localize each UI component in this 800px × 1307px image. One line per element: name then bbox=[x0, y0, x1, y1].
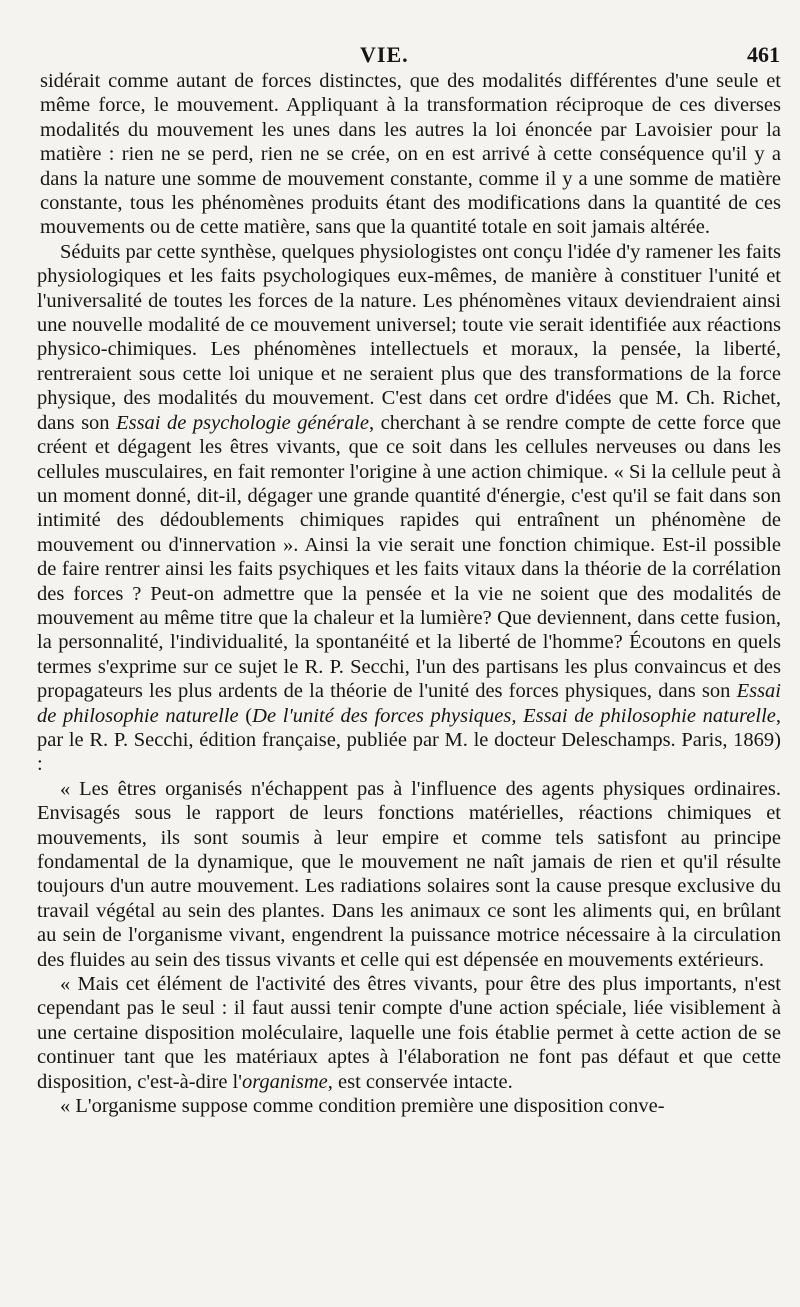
text-segment: , par le R. P. Secchi, édition française, publiée par M. le docteur Deleschamps. Paris, 1869) : bbox=[37, 704, 781, 776]
book-title-secchi: Essai de philosophie naturelle bbox=[37, 680, 781, 727]
book-title-secchi-full: De l'unité des forces physiques, Essai de philosophie naturelle bbox=[252, 704, 776, 727]
running-head: VIE. bbox=[360, 42, 409, 67]
text-segment: sidérait comme autant de forces distinctes, que des modalités différentes d'une seule et même force, le mouvement. Appliquant à la transformation réciproque de ces diverses modalités du mouvement les unes dans les autres la loi énoncée par Lavoisier pour la matière : rien ne se perd, rien ne se crée, on en est arrivé à cette conséquence qu'il y a dans la nature une somme de mouvement constante, comme il y a une somme de matière constante, tous les phénomènes produits étant des modifications dans la quantité de ces mouvements ou de cette matière, sans que la quantité totale en soit jamais altérée. bbox=[40, 70, 781, 239]
text-segment: « L'organisme suppose comme condition première une disposition conve- bbox=[60, 1095, 665, 1118]
text-segment: ( bbox=[238, 704, 253, 727]
page-number: 461 bbox=[747, 42, 780, 67]
text-segment: , cherchant à se rendre compte de cette force que créent et dégagent les êtres vivants, que ce soit dans les cellules nerveuses ou dans les cellules musculaires, en fait remonter l'origine à une action chimique. « Si la cellule peut à un moment donné, dit-il, dégager une grande quantité d'énergie, c'est qu'il se fait dans son intimité des dédoublements chimiques rapides qui entraînent un phénomène de mouvement ou d'innervation ». Ainsi la vie serait une fonction chimique. Est-il possible de faire rentrer ainsi les faits psychiques et les faits vitaux dans la théorie de la corrélation des forces ? Peut-on admettre que la pensée et la vie ne soient que des modalités de mouvement au même titre que la chaleur et la lumière? Que deviennent, dans cette fusion, la personnalité, l'individualité, la spontanéité et la liberté de l'homme? Écoutons en quels termes s'exprime sur ce sujet le R. P. Secchi, l'un des partisans les plus convaincus et des propagateurs les plus ardents de la théorie de l'unité des forces physiques, dans son bbox=[37, 411, 781, 703]
quote-paragraph-2 bbox=[37, 972, 781, 1094]
text-segment: , est conservée intacte. bbox=[327, 1070, 513, 1093]
book-title-richet: Essai de psychologie générale bbox=[116, 411, 370, 434]
paragraph-physiologists bbox=[37, 240, 781, 777]
text-segment: « Les êtres organisés n'échappent pas à l'influence des agents physiques ordinaires. Envisagés sous le rapport de leurs fonctions matérielles, réactions chimiques et mouvements, ils sont soumis à leur empire et comme tels satisfont au principe fondamental de la dynamique, que le mouvement ne naît jamais de rien et qu'il résulte toujours d'un autre mouvement. Les radiations solaires sont la cause presque exclusive du travail végétal au sein des plantes. Dans les animaux ce sont les aliments qui, en brûlant au sein de l'organisme vivant, engendrent la puissance motrice nécessaire à la circulation des fluides au sein des tissus vivants et celle qui est dépensée en mouvements extérieurs. bbox=[37, 777, 781, 971]
quote-paragraph-1 bbox=[37, 777, 781, 972]
text-segment: Séduits par cette synthèse, quelques physiologistes ont conçu l'idée d'y ramener les faits physiologiques et les faits psychologiques eux-mêmes, de manière à constituer l'unité et l'universalité de toutes les forces de la nature. Les phénomènes vitaux deviendraient ainsi une nouvelle modalité de ce mouvement universel; toute vie serait identifiée aux réactions physico-chimiques. Les phénomènes intellectuels et moraux, la pensée, la liberté, rentreraient sous cette loi unique et ne seraient plus que des transformations de la force physique, des modalités du mouvement. C'est dans cet ordre d'idées que M. Ch. Richet, dans son bbox=[37, 240, 781, 434]
page-header bbox=[0, 42, 800, 72]
italic-term-organisme: organisme bbox=[241, 1070, 328, 1093]
quote-paragraph-3 bbox=[37, 1094, 781, 1118]
body-text bbox=[37, 69, 781, 1118]
paragraph-continuation bbox=[37, 69, 781, 240]
text-segment: « Mais cet élément de l'activité des êtres vivants, pour être des plus importants, n'est cependant pas le seul : il faut aussi tenir compte d'une action spéciale, liée visiblement à une certaine disposition moléculaire, laquelle une fois établie permet à cette action de se continuer tant que les matériaux aptes à l'élaboration ne font pas défaut et que cette disposition, c'est-à-dire l' bbox=[37, 973, 781, 1093]
